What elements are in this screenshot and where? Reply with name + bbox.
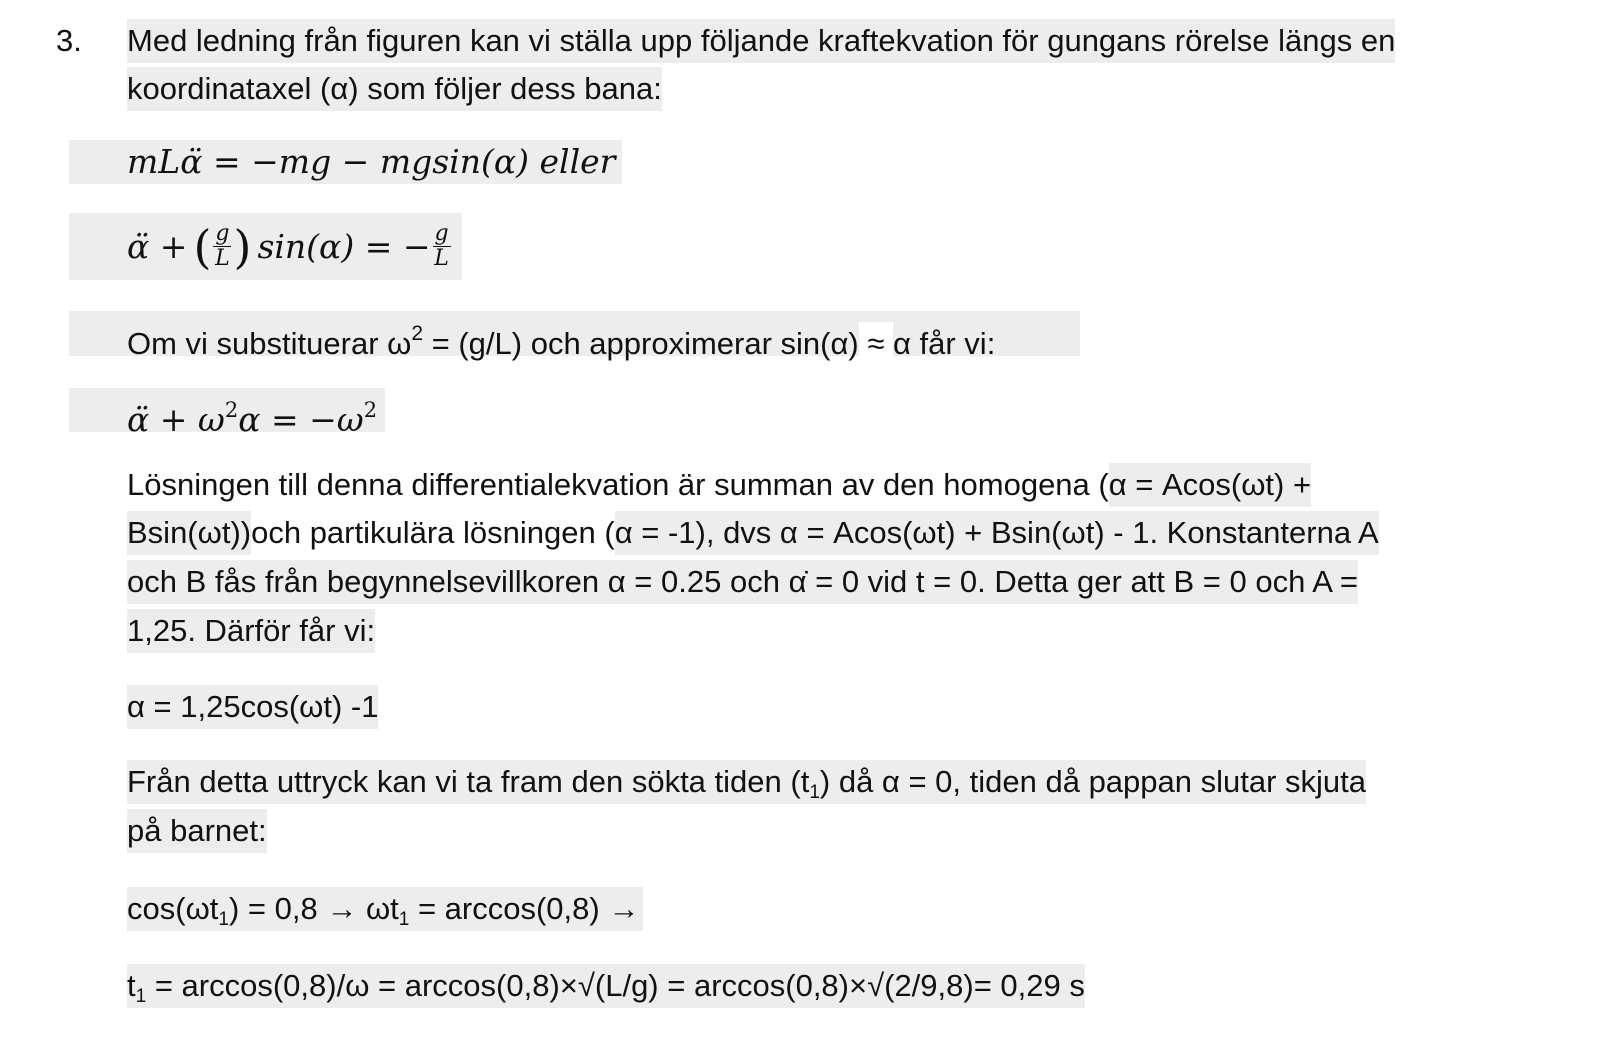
substitution-sup: 2: [411, 322, 424, 345]
time-line-1-b: ) då α = 0, tiden då pappan slutar skjuta: [819, 764, 1367, 799]
equation-time-result: [127, 963, 1085, 1009]
solution-line-4-text: 1,25. Därför får vi:: [127, 609, 375, 653]
solution-line-2-a: Bsin(ωt)): [127, 511, 251, 555]
eq2-fraction: [213, 222, 231, 271]
equation-solution: [127, 684, 378, 730]
substitution-line: [127, 311, 996, 361]
eq6-b: = arccos(0,8)/ω = arccos(0,8)×√(L/g) = arccos(0,8)×√(2/9,8)= 0,29 s: [146, 968, 1085, 1003]
eq5-b: ) = 0,8 → ωt: [228, 891, 399, 926]
eq5-c: = arccos(0,8) →: [409, 891, 640, 926]
eq2-rhs-num: g: [434, 221, 449, 246]
equation-time-wrap: [127, 964, 1085, 1008]
eq6-a: t: [127, 968, 136, 1003]
eq3-a: α̈ + ω: [127, 400, 225, 439]
solution-line-1-b: α = Acos(ωt) +: [1109, 463, 1311, 507]
solution-line-3-text: och B fås från begynnelsevillkoren α = 0.25 och α̇ = 0 vid t = 0. Detta ger att B = 0 och A =: [127, 560, 1358, 604]
solution-line-1-a: Lösningen till denna differentialekvation är summan av den homogena (: [127, 467, 1109, 502]
eq5-sub2: 1: [398, 909, 410, 930]
equation-approx: [69, 388, 385, 439]
intro-line-2: [127, 66, 662, 112]
substitution-approx: ≈: [859, 322, 893, 366]
intro-line-1-text: Med ledning från figuren kan vi ställa upp följande kraftekvation för gungans rörelse längs en: [127, 19, 1395, 63]
solution-line-3: [127, 559, 1358, 605]
substitution-text-a: Om vi substituerar ω: [127, 326, 412, 361]
eq2-lhs: α̈ +: [127, 227, 188, 266]
equation-force: [69, 140, 622, 184]
equation-cos: [127, 886, 643, 932]
solution-line-2-b: och partikulära lösningen (: [251, 515, 615, 550]
substitution-text-d: α får vi:: [892, 326, 996, 361]
time-line-2: [127, 808, 267, 854]
eq2-frac-den: L: [215, 246, 230, 271]
solution-line-2-c: α = -1), dvs α = Acos(ωt) + Bsin(ωt) - 1. Konstanterna A: [615, 511, 1379, 555]
eq3-b: α = −ω: [238, 400, 364, 439]
substitution-text-b: = (g/L) och approximerar sin(α): [423, 326, 859, 361]
time-line-1-sub: 1: [809, 782, 820, 803]
solution-line-4: [127, 608, 375, 654]
solution-line-1: [127, 462, 1311, 508]
time-line-1-wrap: [127, 760, 1366, 804]
item-number: 3.: [56, 23, 82, 58]
eq2-frac-num: g: [215, 221, 230, 246]
intro-line-1: [127, 18, 1395, 64]
time-line-1: [127, 759, 1366, 805]
eq6-sub: 1: [135, 986, 147, 1007]
eq2-rhs-fraction: [433, 222, 451, 271]
eq5-sub1: 1: [218, 909, 229, 930]
eq3-sup1: 2: [224, 398, 239, 422]
intro-line-2-text: koordinataxel (α) som följer dess bana:: [127, 67, 662, 111]
solution-line-2: [127, 510, 1379, 556]
eq5-a: cos(ωt: [127, 891, 219, 926]
eq2-mid: sin(α) = −: [257, 227, 431, 266]
equation-force-text: mLα̈ = −mg − mgsin(α) eller: [127, 142, 616, 181]
equation-solution-text: α = 1,25cos(ωt) -1: [127, 685, 378, 729]
equation-cos-wrap: [127, 887, 643, 931]
equation-normalized: α̈ + ( $\frac{g}{L}$ ) sin(α) = − $\frac{g}{L}$: [69, 213, 462, 280]
time-line-1-a: Från detta uttryck kan vi ta fram den sökta tiden (t: [127, 764, 810, 799]
time-line-2-text: på barnet:: [127, 809, 267, 853]
eq3-sup2: 2: [363, 398, 378, 422]
eq2-rhs-den: L: [434, 246, 449, 271]
